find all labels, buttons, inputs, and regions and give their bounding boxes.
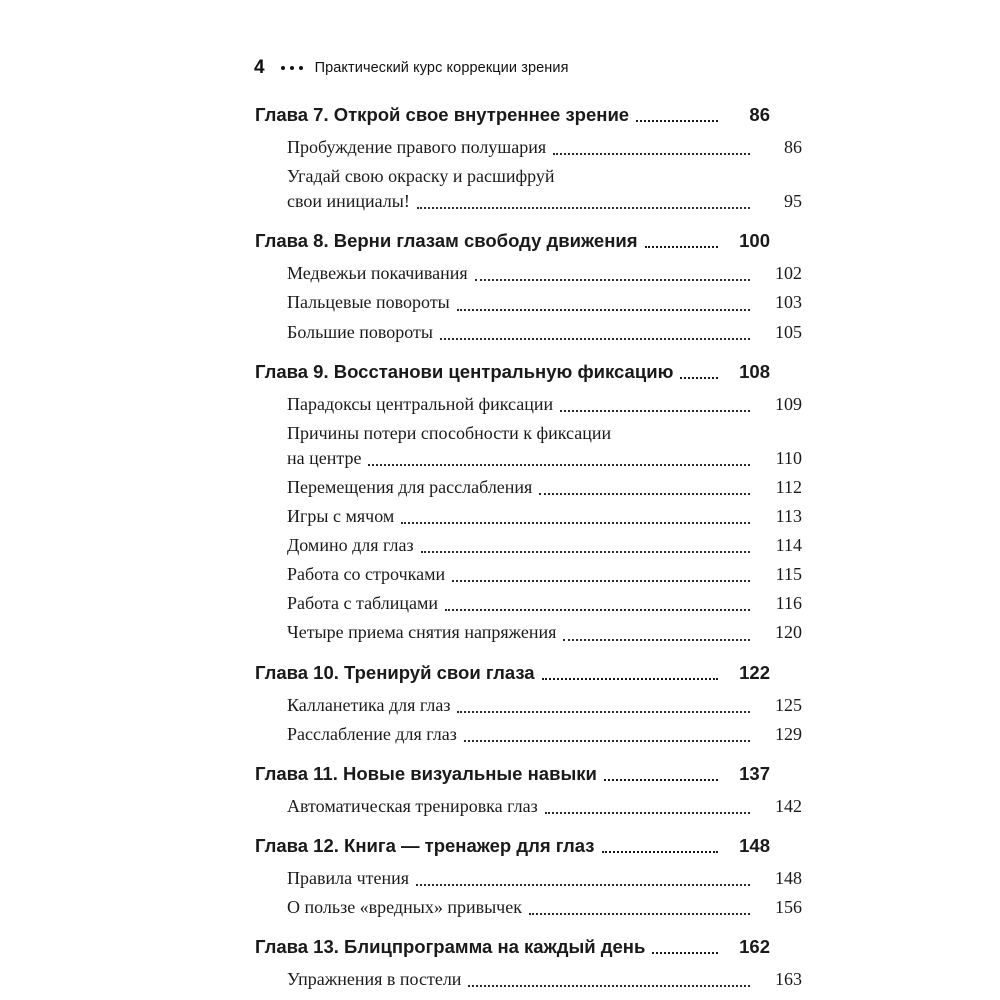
toc-chapter-label: Глава 10. Тренируй свои глаза: [255, 661, 535, 683]
toc-sub-label-line2: свои инициалы!: [287, 191, 410, 212]
toc-leader-dots: [529, 913, 750, 915]
toc-sub-page: 116: [775, 593, 802, 614]
toc-chapter-entry[interactable]: [255, 762, 770, 786]
toc-leader-dots: [604, 779, 718, 781]
table-of-contents: [255, 103, 802, 992]
toc-sub-page: 86: [784, 137, 802, 158]
toc-leader-dots: [457, 711, 750, 713]
toc-chapter-entry[interactable]: [255, 360, 770, 384]
toc-sub-page: 105: [775, 321, 802, 342]
toc-chapter-block: [255, 762, 802, 819]
toc-leader-dots: [680, 377, 718, 379]
toc-sub-label: Работа со строчками: [287, 564, 446, 585]
toc-leader-dots: [401, 522, 750, 524]
toc-sub-entry[interactable]: [255, 319, 802, 345]
toc-sub-label: Игры с мячом: [287, 506, 395, 527]
toc-chapter-page: 162: [739, 936, 770, 958]
toc-sub-page: 129: [775, 723, 802, 744]
toc-sub-page: 110: [775, 447, 802, 468]
toc-leader-dots: [452, 580, 750, 582]
toc-sub-entry[interactable]: [255, 793, 802, 819]
toc-leader-dots: [645, 246, 718, 248]
toc-sub-page: 163: [775, 969, 802, 990]
toc-sub-label: Пальцевые повороты: [287, 292, 450, 313]
toc-sub-label: Упражнения в постели: [287, 969, 462, 990]
toc-chapter-label: Глава 7. Открой свое внутреннее зрение: [255, 104, 630, 125]
toc-chapter-entry[interactable]: [255, 935, 770, 959]
toc-sub-entry[interactable]: [255, 289, 802, 315]
toc-sub-label: Угадай свою окраску и расшифруй: [287, 166, 555, 187]
toc-chapter-entry[interactable]: [255, 229, 770, 253]
toc-chapter-page: 122: [739, 661, 770, 683]
toc-chapter-block: [255, 935, 802, 992]
toc-leader-dots: [636, 120, 718, 122]
toc-sub-entry[interactable]: [255, 503, 802, 529]
toc-sub-label: Медвежьи покачивания: [287, 263, 468, 284]
toc-sub-entry[interactable]: [255, 721, 802, 747]
toc-sub-label: Автоматическая тренировка глаз: [287, 795, 538, 816]
toc-sub-page: 120: [775, 622, 802, 643]
toc-leader-dots: [563, 639, 750, 641]
toc-sub-page: 113: [775, 506, 802, 527]
toc-sub-entry[interactable]: [255, 163, 802, 189]
toc-sub-label: Пробуждение правого полушария: [287, 137, 547, 158]
toc-sub-entry[interactable]: [255, 561, 802, 587]
toc-sub-page: 156: [775, 897, 802, 918]
toc-chapter-block: [255, 834, 802, 920]
running-head-title: Практический курс коррекции зрения: [314, 59, 569, 76]
toc-leader-dots: [545, 812, 750, 814]
toc-sub-page: 103: [775, 292, 802, 313]
toc-chapter-block: [255, 360, 802, 646]
toc-leader-dots: [475, 279, 750, 281]
toc-sub-entry[interactable]: [255, 134, 802, 160]
toc-leader-dots: [416, 884, 750, 886]
toc-sub-page: 142: [775, 795, 802, 816]
toc-chapter-page: 137: [739, 762, 770, 784]
toc-sub-label: Четыре приема снятия напряжения: [287, 622, 557, 643]
toc-sub-entry[interactable]: [255, 692, 802, 718]
toc-leader-dots: [368, 464, 750, 466]
toc-sub-page: 95: [784, 191, 802, 212]
toc-sub-entry[interactable]: [255, 894, 802, 920]
toc-sub-label: Парадоксы центральной фиксации: [287, 393, 554, 414]
toc-sub-page: 125: [775, 694, 802, 715]
toc-chapter-block: [255, 661, 802, 747]
toc-chapter-page: 86: [749, 104, 770, 125]
toc-chapter-label: Глава 9. Восстанови центральную фиксацию: [255, 360, 674, 382]
toc-sub-label: Большие повороты: [287, 321, 434, 342]
toc-sub-label: Работа с таблицами: [287, 593, 439, 614]
page-number: 4: [254, 57, 265, 78]
toc-sub-entry[interactable]: [255, 532, 802, 558]
toc-leader-dots: [464, 740, 750, 742]
toc-leader-dots: [445, 609, 750, 611]
toc-sub-entry[interactable]: [255, 590, 802, 616]
toc-chapter-entry[interactable]: [255, 661, 770, 685]
toc-leader-dots: [421, 551, 750, 553]
toc-sub-entry[interactable]: [255, 865, 802, 891]
toc-sub-page: 112: [775, 476, 802, 497]
toc-leader-dots: [468, 985, 750, 987]
toc-chapter-label: Глава 13. Блицпрограмма на каждый день: [255, 936, 646, 958]
toc-sub-page: 148: [775, 867, 802, 888]
toc-sub-label: Правила чтения: [287, 867, 410, 888]
toc-sub-entry[interactable]: [255, 391, 802, 417]
toc-chapter-page: 148: [739, 834, 770, 856]
toc-chapter-label: Глава 11. Новые визуальные навыки: [255, 762, 597, 784]
toc-sub-label: Перемещения для расслабления: [287, 476, 533, 497]
running-head: [254, 58, 770, 77]
toc-sub-entry-continuation[interactable]: [255, 188, 802, 214]
toc-sub-entry[interactable]: [255, 966, 802, 992]
toc-chapter-entry[interactable]: [255, 834, 770, 858]
toc-sub-entry[interactable]: [255, 420, 802, 446]
toc-leader-dots: [602, 851, 719, 853]
toc-chapter-label: Глава 12. Книга — тренажер для глаз: [255, 834, 595, 856]
toc-sub-entry[interactable]: [255, 260, 802, 286]
toc-leader-dots: [542, 678, 718, 680]
toc-leader-dots: [553, 153, 750, 155]
toc-chapter-block: [255, 229, 802, 344]
toc-chapter-page: 108: [739, 360, 770, 382]
toc-sub-label: Причины потери способности к фиксации: [287, 422, 612, 443]
toc-leader-dots: [560, 410, 750, 412]
toc-sub-label: Расслабление для глаз: [287, 723, 457, 744]
toc-sub-label-line2: на центре: [287, 447, 362, 468]
toc-sub-entry[interactable]: [255, 474, 802, 500]
toc-chapter-block: [255, 103, 802, 214]
toc-leader-dots: [440, 338, 750, 340]
toc-leader-dots: [417, 207, 750, 209]
toc-sub-entry-continuation[interactable]: [255, 445, 802, 471]
toc-leader-dots: [652, 952, 718, 954]
toc-sub-page: 109: [775, 393, 802, 414]
toc-chapter-page: 100: [739, 230, 770, 252]
toc-sub-page: 114: [775, 535, 802, 556]
toc-sub-entry[interactable]: [255, 619, 802, 645]
three-dots-icon: [281, 66, 303, 70]
toc-leader-dots: [539, 493, 750, 495]
toc-sub-label: Калланетика для глаз: [287, 694, 451, 715]
toc-leader-dots: [457, 309, 750, 311]
toc-sub-label: О пользе «вредных» привычек: [287, 897, 522, 918]
toc-sub-label: Домино для глаз: [287, 535, 414, 556]
toc-sub-page: 115: [775, 564, 802, 585]
toc-chapter-label: Глава 8. Верни глазам свободу движения: [255, 230, 638, 252]
toc-chapter-entry[interactable]: [255, 103, 770, 127]
toc-sub-page: 102: [775, 263, 802, 284]
